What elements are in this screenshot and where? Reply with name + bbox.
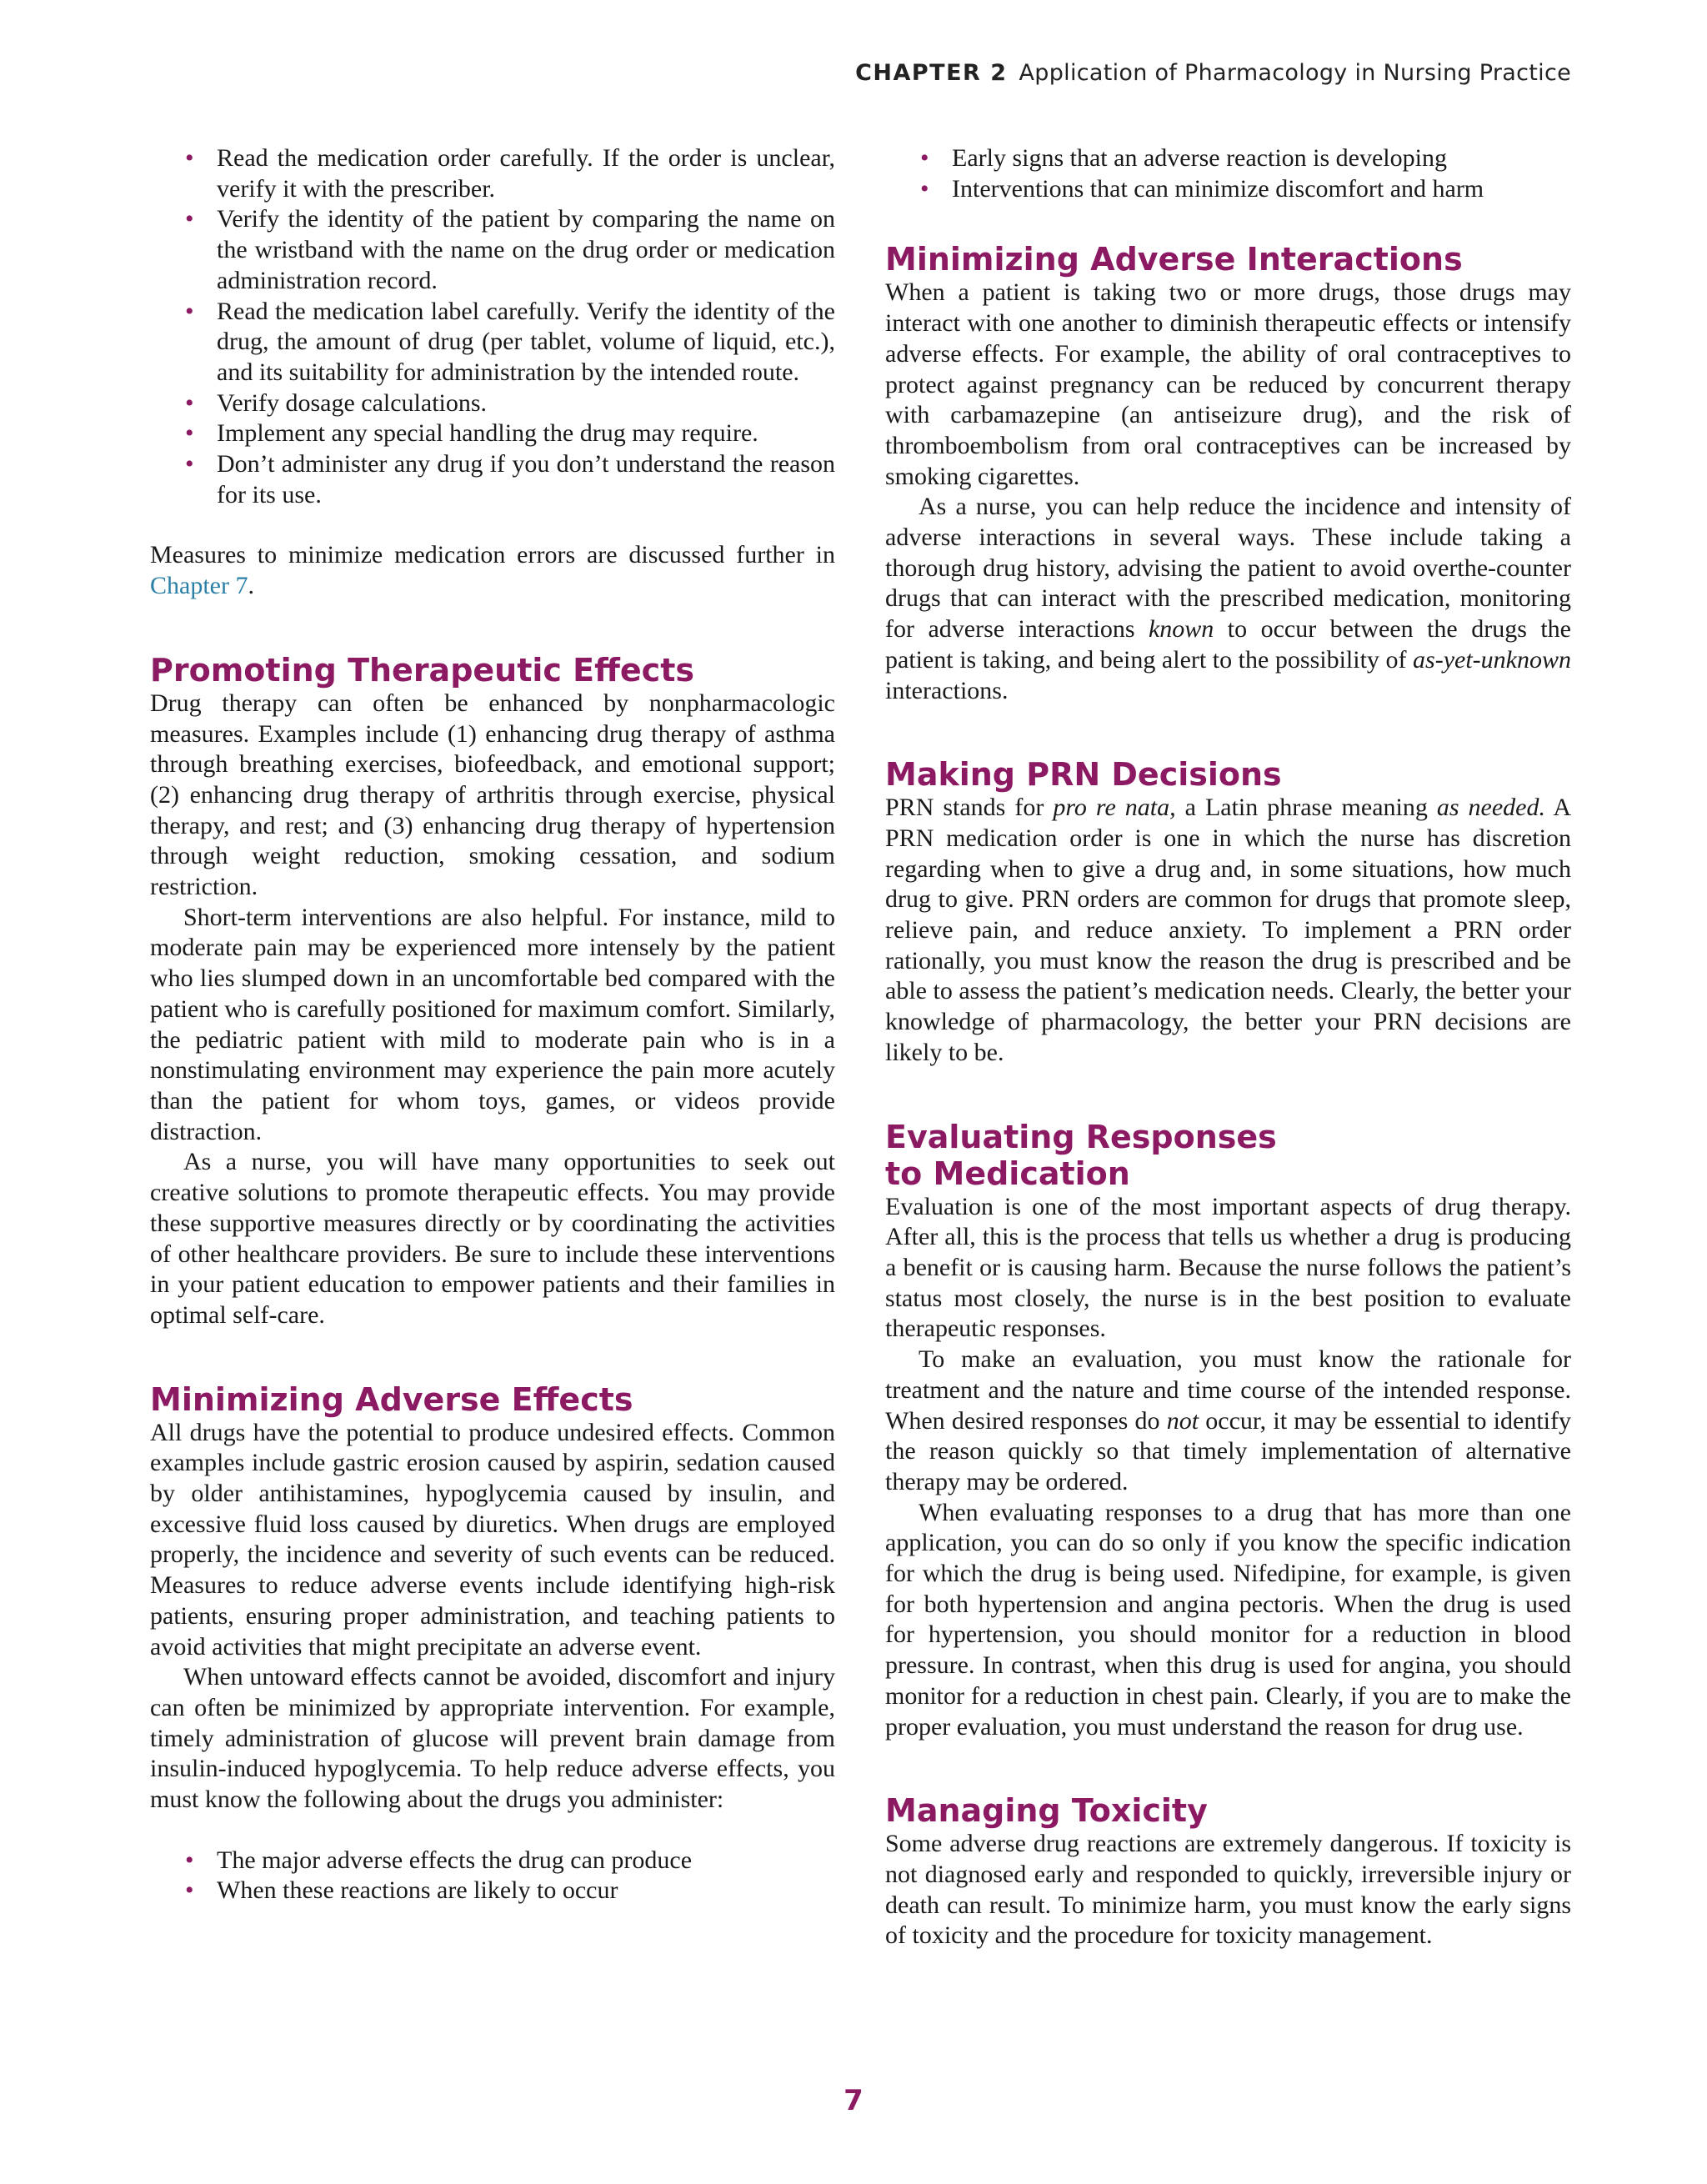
section-heading-managing-toxicity: Managing Toxicity — [885, 1792, 1208, 1830]
paragraph: When a patient is taking two or more drugs, those drugs may interact with one another to diminish therapeutic effects or intensify adverse effects. For example, the ability of oral contraceptives to protect against pregnancy can be reduced by concurrent therapy with carbamazepine (an antiseizure drug), and the risk of thromboembolism from oral contraceptives can be increased by smoking cigarettes. — [885, 278, 1571, 490]
medication-errors-note: Measures to minimize medication errors are discussed further in Chapter 7. — [150, 541, 835, 600]
paragraph: To make an evaluation, you must know the rationale for treatment and the nature and time course of the intended response. When desired responses do not occur, it may be essential to identify the reason quickly so that timely implementation of alternative therapy may be ordered. — [885, 1345, 1571, 1495]
chapter-7-link[interactable]: Chapter 7 — [150, 572, 248, 600]
list-item: • Verify dosage calculations. — [150, 388, 835, 419]
right-column — [885, 143, 1571, 1951]
chapter-title: Application of Pharmacology in Nursing Practice — [1019, 60, 1571, 86]
list-item: • Verify the identity of the patient by comparing the name on the wristband with the name on the drug order or medication administration record. — [150, 204, 835, 296]
list-item: • Read the medication order carefully. If the order is unclear, verify it with the prescriber. — [150, 143, 835, 204]
adverse-effects-list — [150, 1846, 835, 1906]
section-heading-minimizing-adverse-interactions: Minimizing Adverse Interactions — [885, 241, 1463, 278]
paragraph: As a nurse, you can help reduce the incidence and intensity of adverse interactions in several ways. These include taking a thorough drug history, advising the patient to avoid overthe-counter drugs that can interact with the prescribed medication, monitoring for adverse interactions known to occur between the drugs the patient is taking, and being alert to the possibility of as-yet-unknown interactions. — [885, 493, 1571, 704]
list-item: • When these reactions are likely to occur — [150, 1876, 835, 1906]
list-item: • Don’t administer any drug if you don’t understand the reason for its use. — [150, 449, 835, 510]
running-head — [855, 60, 1571, 86]
paragraph: When evaluating responses to a drug that has more than one application, you can do so only if you know the specific indication for which the drug is being used. Nifedipine, for example, is given for both hypertension and angina pectoris. When the drug is used for hypertension, you should monitor for a reduction in blood pressure. In contrast, when this drug is used for angina, you should monitor for a reduction in chest pain. Clearly, if you are to make the proper evaluation, you must understand the reason for drug use. — [885, 1498, 1571, 1741]
page-number: 7 — [843, 2084, 864, 2117]
section-heading-promoting-therapeutic-effects: Promoting Therapeutic Effects — [150, 651, 694, 689]
list-item: • Early signs that an adverse reaction is developing — [885, 143, 1571, 174]
paragraph: Some adverse drug reactions are extremely dangerous. If toxicity is not diagnosed early and responded to quickly, irreversible injury or death can result. To minimize harm, you must know the early signs of toxicity and the procedure for toxicity management. — [885, 1830, 1571, 1950]
paragraph: PRN stands for pro re nata, a Latin phrase meaning as needed. A PRN medication order is one in which the nurse has discretion regarding when to give a drug and, in some situations, how much drug to give. PRN orders are common for drugs that promote sleep, relieve pain, and reduce anxiety. To implement a PRN order rationally, you must know the reason the drug is prescribed and be able to assess the patient’s medication needs. Clearly, the better your knowledge of pharmacology, the better your PRN decisions are likely to be. — [885, 794, 1571, 1066]
adverse-effects-list-continued — [885, 143, 1571, 204]
section-heading-minimizing-adverse-effects: Minimizing Adverse Effects — [150, 1380, 633, 1418]
paragraph: As a nurse, you will have many opportunities to seek out creative solutions to promote therapeutic effects. You may provide these supportive measures directly or by coordinating the activities of other healthcare providers. Be sure to include these interventions in your patient education to empower patients and their families in optimal self-care. — [150, 1148, 835, 1329]
paragraph: All drugs have the potential to produce undesired effects. Common examples include gastric erosion caused by aspirin, sedation caused by older antihistamines, hypoglycemia caused by insulin, and excessive fluid loss caused by diuretics. When drugs are employed properly, the incidence and severity of such events can be reduced. Measures to reduce adverse events include identifying high-risk patients, ensuring proper administration, and teaching patients to avoid activities that might precipitate an adverse event. — [150, 1418, 835, 1661]
paragraph: When untoward effects cannot be avoided, discomfort and injury can often be minimized by appropriate intervention. For example, timely administration of glucose will prevent brain damage from insulin-induced hypoglycemia. To help reduce adverse effects, you must know the following about the drugs you administer: — [150, 1663, 835, 1814]
paragraph: Short-term interventions are also helpful. For instance, mild to moderate pain may be experienced more intensely by the patient who lies slumped down in an uncomfortable bed compared with the patient who is carefully positioned for maximum comfort. Similarly, the pediatric patient with mild to moderate pain who is in a nonstimulating environment may experience the pain more acutely than the patient for whom toys, games, or videos provide distraction. — [150, 903, 835, 1145]
list-item: • Interventions that can minimize discomfort and harm — [885, 174, 1571, 205]
list-item: • Read the medication label carefully. Verify the identity of the drug, the amount of drug (per tablet, volume of liquid, etc.), and its suitability for administration by the intended route. — [150, 297, 835, 388]
list-item: • The major adverse effects the drug can produce — [150, 1846, 835, 1876]
list-item: • Implement any special handling the drug may require. — [150, 418, 835, 449]
chapter-label: CHAPTER 2 — [855, 60, 1008, 86]
left-column — [150, 143, 835, 1906]
section-heading-evaluating-responses: Evaluating Responses to Medication — [885, 1118, 1277, 1192]
section-heading-making-prn-decisions: Making PRN Decisions — [885, 756, 1282, 794]
verification-checklist — [150, 143, 835, 510]
paragraph: Evaluation is one of the most important aspects of drug therapy. After all, this is the process that tells us whether a drug is producing a benefit or is causing harm. Because the nurse follows the patient’s status most closely, the nurse is in the best position to evaluate therapeutic responses. — [885, 1192, 1571, 1343]
paragraph: Drug therapy can often be enhanced by nonpharmacologic measures. Examples include (1) enhancing drug therapy of asthma through breathing exercises, biofeedback, and emotional support; (2) enhancing drug therapy of arthritis through exercise, physical therapy, and rest; and (3) enhancing drug therapy of hypertension through weight reduction, smoking cessation, and sodium restriction. — [150, 689, 835, 901]
